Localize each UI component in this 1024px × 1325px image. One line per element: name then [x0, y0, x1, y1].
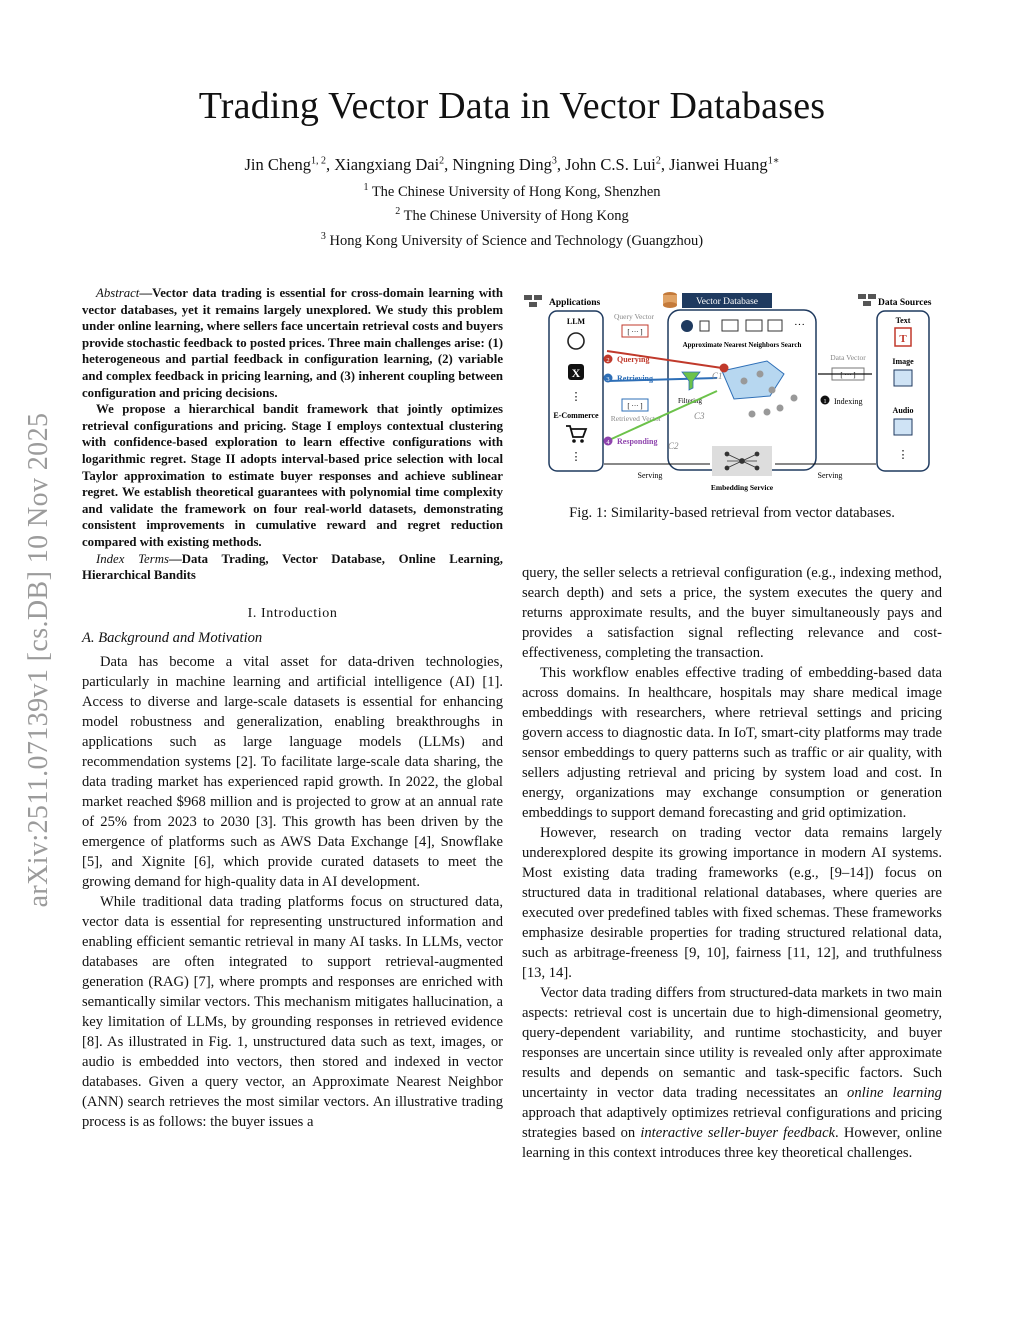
data-point [777, 405, 784, 412]
llm-label: LLM [566, 317, 586, 326]
retrieving-label: Retrieving [617, 374, 653, 383]
index-ellipsis: ··· [794, 319, 805, 331]
right-column [522, 563, 942, 1163]
apps-dots-2: ⋮ [570, 451, 582, 463]
step-1-number: 1 [823, 398, 827, 405]
step-4-number: 4 [606, 439, 610, 446]
responding-label: Responding [617, 437, 658, 446]
data-vector-label: Data Vector [830, 353, 866, 362]
text-source-label: Text [895, 316, 911, 325]
ann-search-label: Approximate Nearest Neighbors Search [682, 341, 802, 349]
abstract-paragraph: We propose a hierarchical bandit framework that jointly optimizes retrieval configurations and pricing. Stage I employs contextual clustering with confidence-based exploration to learn effective configurations with logarithmic regret. Stage II adopts interval-based price selection with local Taylor approximation to estimate buyer responses and achieve sublinear regret. We establish theoretical guarantees with polynomial time complexity and validate the framework on four real-world datasets, demonstrating consistent improvements in cumulative reward and regret reduction compared with existing methods. [82, 402, 503, 549]
step-2-number: 2 [606, 357, 610, 364]
index-terms [82, 551, 503, 584]
data-point [791, 395, 798, 402]
filter-icon [682, 372, 700, 390]
paper-title: Trading Vector Data in Vector Databases [198, 85, 826, 127]
emphasis-text: online learning [847, 1085, 942, 1101]
ecommerce-label: E-Commerce [553, 411, 599, 420]
body-text: approach that adaptively optimizes retrieval configurations and pricing strategies based on [522, 1105, 942, 1141]
vector-database-label: Vector Database [696, 297, 758, 307]
data-point [769, 387, 776, 394]
filtering-label: Filtering [677, 397, 703, 405]
data-sources-label: Data Sources [878, 298, 932, 308]
affiliation-name: Hong Kong University of Science and Technology (Guangzhou) [329, 232, 704, 249]
body-paragraph: Data has become a vital asset for data-driven technologies, particularly in machine learning and artificial intelligence (AI) [1]. Access to diverse and large-scale datasets is essential for enhancing model robustness and generalization, enabling breakthroughs in applications such as large language models (LLMs) and recommendation systems [2]. To facilitate large-scale data sharing, the data trading market has experienced rapid growth. In 2022, the global market reached $968 million and is projected to grow at an annual rate of 25% from 2023 to 2030 [3]. This growth has been driven by the emergence of platforms such as AWS Data Exchange [4], Snowflake [5], and Xignite [6], which provide curated datasets to meet the growing demand for high-quality data in AI development. [82, 653, 503, 890]
index-terms-text: —Data Trading, Vector Database, Online Learning, Hierarchical Bandits [82, 551, 503, 583]
audio-file-icon [894, 419, 912, 435]
apps-dots: ⋮ [570, 391, 582, 403]
author-name: John C.S. Lui [565, 155, 656, 174]
abstract-paragraph [82, 285, 503, 401]
abstract-text: —Vector data trading is essential for cross-domain learning with vector databases, yet it remains largely unexplored. We study this problem under online learning, where sellers face uncertain retrieval costs and buyers provide stochastic feedback to posted prices. Three main challenges arise: (1) heterogeneous and partial feedback in configuration learning, (2) variable and complex feedback in pricing learning, and (3) inherent coupling between configuration and pricing decisions. [82, 286, 503, 400]
author-name: Ningning Ding [452, 155, 552, 174]
querying-label: Querying [617, 355, 650, 364]
cluster-c1-label: C1 [712, 371, 723, 381]
text-file-glyph: T [899, 333, 907, 345]
data-sources-icon [858, 294, 876, 306]
section-heading: I. Introduction [247, 605, 338, 621]
data-point [764, 409, 771, 416]
data-point [741, 378, 748, 385]
author-affil-mark: 1, 2 [310, 155, 326, 167]
query-vector-value: [ ··· ] [627, 328, 643, 336]
author-affil-mark: 1∗ [767, 155, 780, 167]
affiliation [0, 178, 1024, 202]
affiliation-mark: 1 [363, 182, 369, 193]
sources-dots: ⋮ [897, 449, 909, 461]
subsection-heading: A. Background and Motivation [82, 629, 263, 646]
emphasis-text: interactive seller-buyer feedback [640, 1125, 836, 1141]
affiliation-mark: 2 [395, 206, 401, 218]
embedding-service-label: Embedding Service [710, 483, 774, 492]
affiliation-list [0, 178, 1024, 251]
affiliation-mark: 3 [320, 230, 326, 242]
step-3-number: 3 [606, 376, 610, 383]
database-icon [663, 292, 677, 308]
body-paragraph: While traditional data trading platforms focus on structured data, vector data is essential for representing unstructured information and enabling efficient semantic retrieval in many AI tasks. In LLMs, vector databases are often integrated to support retrieval-augmented generation (RAG) [7], where prompts and responses are enriched with semantically similar vectors. This mechanism mitigates hallucination, a key limitation of LLMs, by grounding responses in retrieved evidence [8]. As illustrated in Fig. 1, unstructured data such as text, images, or audio is embedded into vectors, then stored and indexed in vector databases. Given a query vector, an Approximate Nearest Neighbor (ANN) search retrieves the most similar vectors. An illustrative trading process is as follows: the buyer issues a [82, 893, 503, 1130]
author-affil-mark: 2 [439, 155, 445, 167]
applications-label: Applications [549, 298, 601, 308]
data-point [749, 411, 756, 418]
audio-source-label: Audio [892, 406, 914, 415]
serving-right-label: Serving [817, 471, 843, 480]
image-source-label: Image [892, 357, 914, 366]
author-affil-mark: 3 [551, 155, 557, 167]
openai-icon [568, 333, 584, 349]
body-text: Vector data trading differs from structured-data markets in two main aspects: retrieval cost is uncertain due to high-dimensional geometry, query-dependent variability, and runtime stochasticity, and buyer responses are uncertain since utility is revealed only after approximate results and depends on semantic and task-specific factors. Such uncertainty in vector data trading necessitates an [522, 985, 942, 1101]
author-list: Jin Cheng$^{1, 2}$, Xiangxiang Dai$^2$, Ningning Ding$^3$, John C.S. Lui$^2$, Jianwei Huang$^{1∗}$ [244, 155, 780, 174]
image-file-icon [894, 370, 912, 386]
author-name: Xiangxiang Dai [334, 155, 440, 174]
abstract-label: Abstract [96, 286, 140, 300]
cluster-region [722, 361, 784, 399]
query-vector-label: Query Vector [613, 312, 655, 321]
body-paragraph: However, research on trading vector data remains largely underexplored despite its growing importance in modern AI systems. Most existing data trading frameworks (e.g., [9–14]) focus on structured data in traditional relational databases, where queries are executed over predefined tables with fixed schemas. These frameworks emphasize desirable properties for trading structured relational data, such as arbitrage-freeness [9, 10], fairness [11, 12], and truthfulness [13, 14]. [522, 825, 942, 981]
body-paragraph [522, 983, 942, 1163]
affiliation [0, 202, 1024, 226]
arxiv-identifier: arXiv:2511.07139v1 [cs.DB] 10 Nov 2025 [23, 412, 54, 908]
index-icons [681, 320, 782, 332]
body-paragraph: query, the seller selects a retrieval configuration (e.g., indexing method, search depth) and sets a price, the system executes the query and returns approximate results, and the buyer simultaneously pays and provides a satisfaction signal reflecting relevance and cost-effectiveness, completing the transaction. [522, 565, 942, 661]
retrieved-vector-label: Retrieved Vector [610, 414, 662, 423]
author-affil-mark: 2 [655, 155, 661, 167]
serving-left-label: Serving [637, 471, 663, 480]
shopping-cart-icon [566, 426, 586, 443]
cluster-c2-label: C2 [668, 441, 679, 451]
body-paragraph: This workflow enables effective trading of embedding-based data across domains. In healthcare, hospitals may share medical image embeddings with researchers, where retrieval settings and pricing govern access to diagnostic data. In IoT, smart-city platforms may trade sensor embeddings to query patterns such as traffic or air quality, with sellers adjusting retrieval and pricing by system load and cost. In energy, organizations may exchange consumption or generation embeddings to support demand forecasting and grid optimization. [522, 665, 942, 821]
abstract [82, 285, 503, 551]
figure-1-diagram [522, 286, 942, 498]
author-name: Jin Cheng [244, 155, 311, 174]
affiliation-name: The Chinese University of Hong Kong [403, 208, 629, 225]
affiliation-name: The Chinese University of Hong Kong, Shenzhen [371, 183, 661, 200]
indexing-label: Indexing [834, 397, 863, 406]
cluster-c3-label: C3 [694, 411, 705, 421]
data-point [757, 371, 764, 378]
applications-icon [524, 295, 542, 307]
retrieved-vector-value: [ ··· ] [627, 402, 643, 410]
affiliation [0, 227, 1024, 251]
author-name: Jianwei Huang [669, 155, 768, 174]
index-terms-label: Index Terms [96, 551, 169, 566]
left-column [82, 285, 503, 1132]
data-vector-value: [ ··· ] [840, 371, 856, 379]
body-text: . However, online learning in this context introduces three key theoretical challenges. [522, 1125, 942, 1161]
figure-caption: Fig. 1: Similarity-based retrieval from vector databases. [569, 505, 895, 521]
x-app-glyph: X [571, 366, 581, 380]
